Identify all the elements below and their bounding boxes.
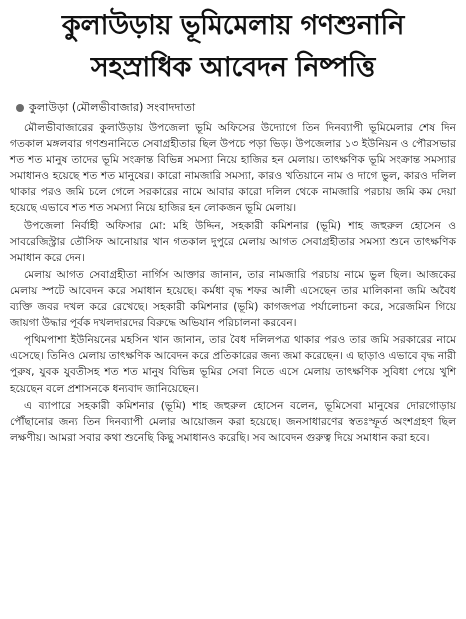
byline-text: কুলাউড়া (মৌলভীবাজার) সংবাদদাতা — [29, 101, 196, 114]
paragraph-4: পৃথিমপাশা ইউনিয়নের মহসিন খান জানান, তার বৈধ দলিলপত্র থাকার পরও তার জমি সরকারের নামে এসেছে। তিনিও মেলায় তাৎক্ষণিক আবেদন করে প্রতিকারের জন্য জমা করেছেন। এ ছাড়াও এভাবে বৃদ্ধ নারী পুরুষ, যুবক যুবতীসহ শত শত মানুষ বিভিন্ন ভূমির সেবা নিতে এসে মেলায় তাৎক্ষণিক সুবিধা পেয়ে খুশি হয়েছেন বলে প্রশাসনকে ধন্যবাদ জানিয়েছেন। — [10, 334, 456, 395]
paragraph-3: মেলায় আগত সেবাগ্রহীতা নার্গিস আক্তার জানান, তার নামজারি পরচায় নামে ভুল ছিল। আজকের মেলায় স্পটে আবেদন করে সমাধান হয়েছে। কর্মধা বৃদ্ধ শফর আলী এসেছেন তার মালিকানা জমি অবৈধ ব্যক্তি জবর দখল করে রেখেছে। সহকারী কমিশনার (ভূমি) কাগজপত্র পর্যালোচনা করে, সরেজমিন গিয়ে জায়গা উদ্ধার পূর্বক দখলদারদের বিরুদ্ধে অভিযান পরিচালনা করবেন। — [10, 268, 456, 330]
headline-line-2: সহস্রাধিক আবেদন নিষ্পত্তি — [90, 52, 376, 83]
paragraph-1: মৌলভীবাজারের কুলাউড়ায় উপজেলা ভূমি অফিসের উদ্যোগে তিন দিনব্যাপী ভূমিমেলার শেষ দিন গতকাল মঙ্গলবার গণশুনানিতে সেবাগ্রহীতার ছিল উপচে পড়া ভিড়। উপজেলার ১৩ ইউনিয়ন ও পৌরসভার শত শত মানুষ তাদের ভূমি সংক্রান্ত বিভিন্ন সমস্যা নিয়ে হাজির হন মেলায়। তাৎক্ষণিক ভূমি সংক্রান্ত সমস্যার সমাধানও হয়েছে শত শত মানুষের। কারো নামজারি সমস্যা, কারও খতিয়ানে নাম ও দাগে ভুল, কারও দলিল থাকার পরও জমি চলে গেলে সরকারের নামে আবার কারো দলিল থেকে নামজারি পরচায় জমি কম দেয়া হয়েছে এভাবে শত শত সমস্যা নিয়ে হাজির হন লোকজন ভূমি মেলায়। — [10, 122, 456, 215]
byline — [10, 100, 456, 116]
headline-line-1: কুলাউড়ায় ভূমিমেলায় গণশুনানি — [61, 10, 405, 41]
paragraph-2: উপজেলা নির্বাহী অফিসার মো: মহি উদ্দিন, সহকারী কমিশনার (ভূমি) শাহ জহুরুল হোসেন ও সাবরেজিস্ট্রার তৌসিফ আনোয়ার খান গতকাল দুপুরে মেলায় আগত সেবাগ্রহীতার সমস্যা শুনে তাৎক্ষণিক সমাধান করে দেন। — [10, 219, 456, 264]
article-body — [10, 120, 456, 446]
paragraph-5: এ ব্যাপারে সহকারী কমিশনার (ভূমি) শাহ জহুরুল হোসেন বলেন, ভূমিসেবা মানুষের দোরগোড়ায় পৌঁছানোর জন্য তিন দিনব্যাপী মেলার আয়োজন করা হয়েছে। জনসাধারণের স্বতঃস্ফূর্ত অংশগ্রহণ ছিল লক্ষণীয়। আমরা সবার কথা শুনেছি কিছু সমাধানও করেছি। সব আবেদন গুরুত্ব দিয়ে সমাধান করা হবে। — [10, 399, 456, 444]
bullet-icon — [16, 104, 24, 112]
